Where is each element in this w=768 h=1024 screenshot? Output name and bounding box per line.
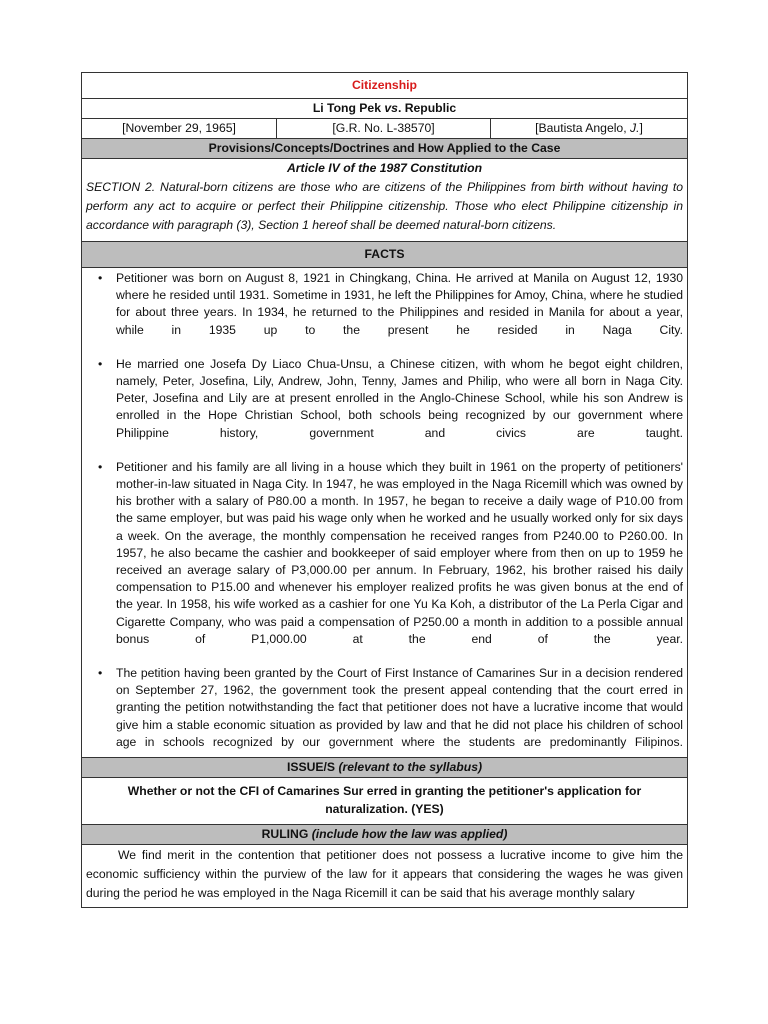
bullet-icon: • xyxy=(98,271,103,285)
ruling-heading-note: (include how the law was applied) xyxy=(311,827,508,842)
case-vs: vs xyxy=(384,101,398,115)
facts-heading: FACTS xyxy=(82,242,688,268)
fact-item xyxy=(98,270,683,339)
case-party-1: Li Tong Pek xyxy=(312,101,381,115)
case-name xyxy=(82,99,688,119)
facts-list xyxy=(82,270,683,751)
case-digest-table xyxy=(81,72,688,908)
bullet-icon: • xyxy=(98,459,103,474)
facts-section xyxy=(82,268,688,758)
ponente-name: [Bautista Angelo, xyxy=(535,121,630,135)
fact-item xyxy=(98,356,683,442)
bullet-icon: • xyxy=(98,666,103,681)
ruling-text: We find merit in the contention that petitioner does not possess a lucrative income to give him the economic sufficiency within the purview of the law for it appears that considering the wages he was given during the period he was employed in the Naga Ricemill it can be said that his average monthly salary xyxy=(82,845,688,908)
case-ponente xyxy=(491,119,688,139)
fact-text: He married one Josefa Dy Liaco Chua-Unsu, a Chinese citizen, with whom he begot eight children, namely, Peter, Josefina, Lily, Andrew, John, Tenny, James and Philip, who were all born in Naga City. Peter, Josefina and Lily are at present enrolled in the Anglo-Chinese School, while his son Andrew is enrolled in the Hope Christian School, both schools being recognized by our government where Philippine history, government and civics are taught. xyxy=(116,356,683,440)
issues-heading xyxy=(82,758,688,778)
fact-text: Petitioner was born on August 8, 1921 in Chingkang, China. He arrived at Manila on August 12, 1930 where he resided until 1931. Sometime in 1931, he left the Philippines for Amoy, China, where he studied for about three years. In 1934, he returned to the Philippines and resided in Manila for about a year, while in 1935 up to the present he resided in Naga City. xyxy=(116,271,683,337)
provisions-heading: Provisions/Concepts/Doctrines and How Applied to the Case xyxy=(82,139,688,159)
fact-item xyxy=(98,459,683,648)
document-title: Citizenship xyxy=(82,73,688,99)
case-party-2: . Republic xyxy=(397,101,457,115)
bullet-icon: • xyxy=(98,356,103,371)
ponente-title: J. xyxy=(629,121,640,135)
issue-statement: Whether or not the CFI of Camarines Sur erred in granting the petitioner's application for naturalization. (YES) xyxy=(82,778,688,825)
issues-heading-note: (relevant to the syllabus) xyxy=(338,760,483,775)
ruling-heading xyxy=(82,825,688,845)
article-title: Article IV of the 1987 Constitution xyxy=(286,161,483,175)
ruling-heading-label: RULING xyxy=(261,827,309,842)
fact-text: Petitioner and his family are all living in a house which they built in 1961 on the property of petitioners' mother-in-law situated in Naga City. In 1947, he was employed in the Naga Ricemill which was owned by his brother with a salary of P80.00 a month. In 1957, he began to receive a daily wage of P10.00 from the same employer, but was paid his wage only when he worked and he usually worked only for six days a week. On the average, the monthly compensation he received ranges from P240.00 to P260.00. In 1957, he also became the cashier and bookkeeper of said employer where from then on up to 1959 he received an average salary of P3,000.00 per annum. In February, 1962, his brother raised his daily compensation to P15.00 and whenever his employer realized profits he was given bonus at the end of the year. In 1958, his wife worked as a cashier for one Yu Ka Koh, a distributor of the La Perla Cigar and Cigarette Company, who was paid a compensation of P250.00 a month in addition to a possible annual bonus of P1,000.00 at the end of the year. xyxy=(116,459,683,646)
issues-heading-label: ISSUE/S xyxy=(286,760,336,775)
fact-text: The petition having been granted by the Court of First Instance of Camarines Sur in a decision rendered on September 27, 1962, the government took the present appeal contending that the court erred in granting the petition notwithstanding the fact that petitioner does not have a lucrative income that would give him a stable economic situation as provided by law and that he did not place his children of school age in schools recognized by our government where the students are predominantly Filipinos. xyxy=(116,666,683,749)
fact-item xyxy=(98,665,683,751)
case-gr-number: [G.R. No. L-38570] xyxy=(277,119,491,139)
case-date: [November 29, 1965] xyxy=(82,119,277,139)
provision-text: SECTION 2. Natural-born citizens are those who are citizens of the Philippines from birth without having to perform any act to acquire or perfect their Philippine citizenship. Those who elect Philippine citizenship in accordance with paragraph (3), Section 1 hereof shall be deemed natural-born citizens. xyxy=(82,178,688,242)
provisions-section xyxy=(82,159,688,179)
ponente-close: ] xyxy=(639,121,643,135)
